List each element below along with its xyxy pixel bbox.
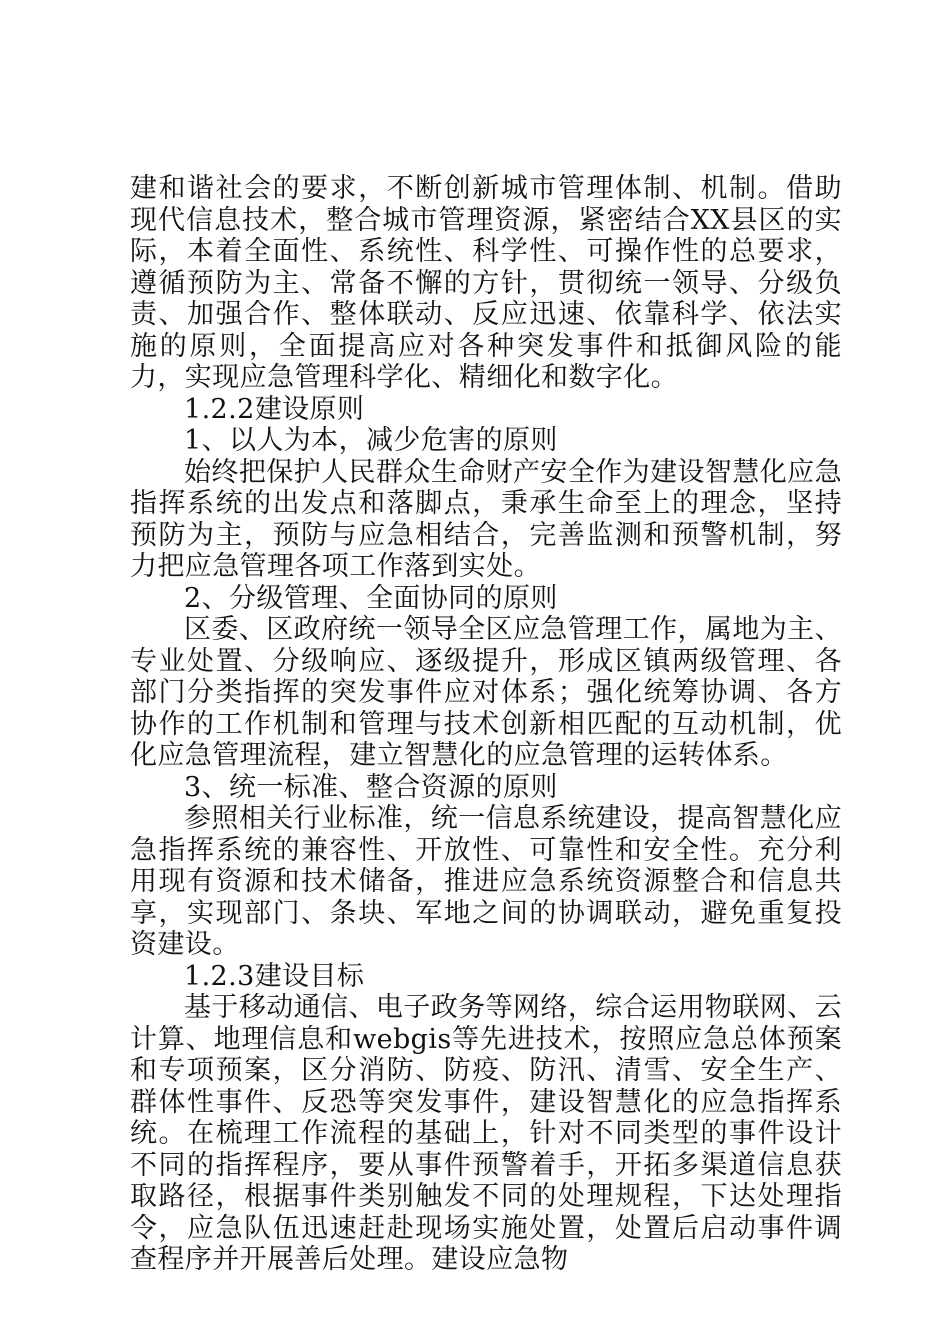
goal-body: 基于移动通信、电子政务等网络，综合运用物联网、云计算、地理信息和webgis等先进技术，按照应急总体预案和专项预案，区分消防、防疫、防汛、清雪、安全生产、群体性事件、反恐等突发事件，建设智慧化的应急指挥系统。在梳理工作流程的基础上，针对不同类型的事件设计不同的指挥程序，要从事件预警着手，开拓多渠道信息获取路径，根据事件类别触发不同的处理规程，下达处理指令，应急队伍迅速赶赴现场实施处置，处置后启动事件调查程序并开展善后处理。建设应急物 <box>130 992 842 1275</box>
section-heading-1-2-2: 1.2.2建设原则 <box>184 393 365 425</box>
section-heading-1-2-3: 1.2.3建设目标 <box>184 960 365 992</box>
principle-body-1: 始终把保护人民群众生命财产安全作为建设智慧化应急指挥系统的出发点和落脚点，秉承生命至上的理念，坚持预防为主，预防与应急相结合，完善监测和预警机制，努力把应急管理各项工作落到实处。 <box>130 456 842 582</box>
principle-body-2: 区委、区政府统一领导全区应急管理工作，属地为主、专业处置、分级响应、逐级提升，形成区镇两级管理、各部门分类指挥的突发事件应对体系；强化统筹协调、各方协作的工作机制和管理与技术创新相匹配的互动机制，优化应急管理流程，建立智慧化的应急管理的运转体系。 <box>130 614 842 771</box>
paragraph-continuation: 建和谐社会的要求，不断创新城市管理体制、机制。借助现代信息技术，整合城市管理资源，紧密结合XX县区的实际，本着全面性、系统性、科学性、可操作性的总要求，遵循预防为主、常备不懈的方针，贯彻统一领导、分级负责、加强合作、整体联动、反应迅速、依靠科学、依法实施的原则，全面提高应对各种突发事件和抵御风险的能力，实现应急管理科学化、精细化和数字化。 <box>130 173 842 393</box>
principle-body-3: 参照相关行业标准，统一信息系统建设，提高智慧化应急指挥系统的兼容性、开放性、可靠性和安全性。充分利用现有资源和技术储备，推进应急系统资源整合和信息共享，实现部门、条块、军地之间的协调联动，避免重复投资建设。 <box>130 803 842 960</box>
principle-heading-1: 1、以人为本，减少危害的原则 <box>184 425 558 456</box>
principle-heading-3: 3、统一标准、整合资源的原则 <box>184 771 558 803</box>
principle-heading-2: 2、分级管理、全面协同的原则 <box>184 582 558 614</box>
document-body <box>130 173 842 1276</box>
